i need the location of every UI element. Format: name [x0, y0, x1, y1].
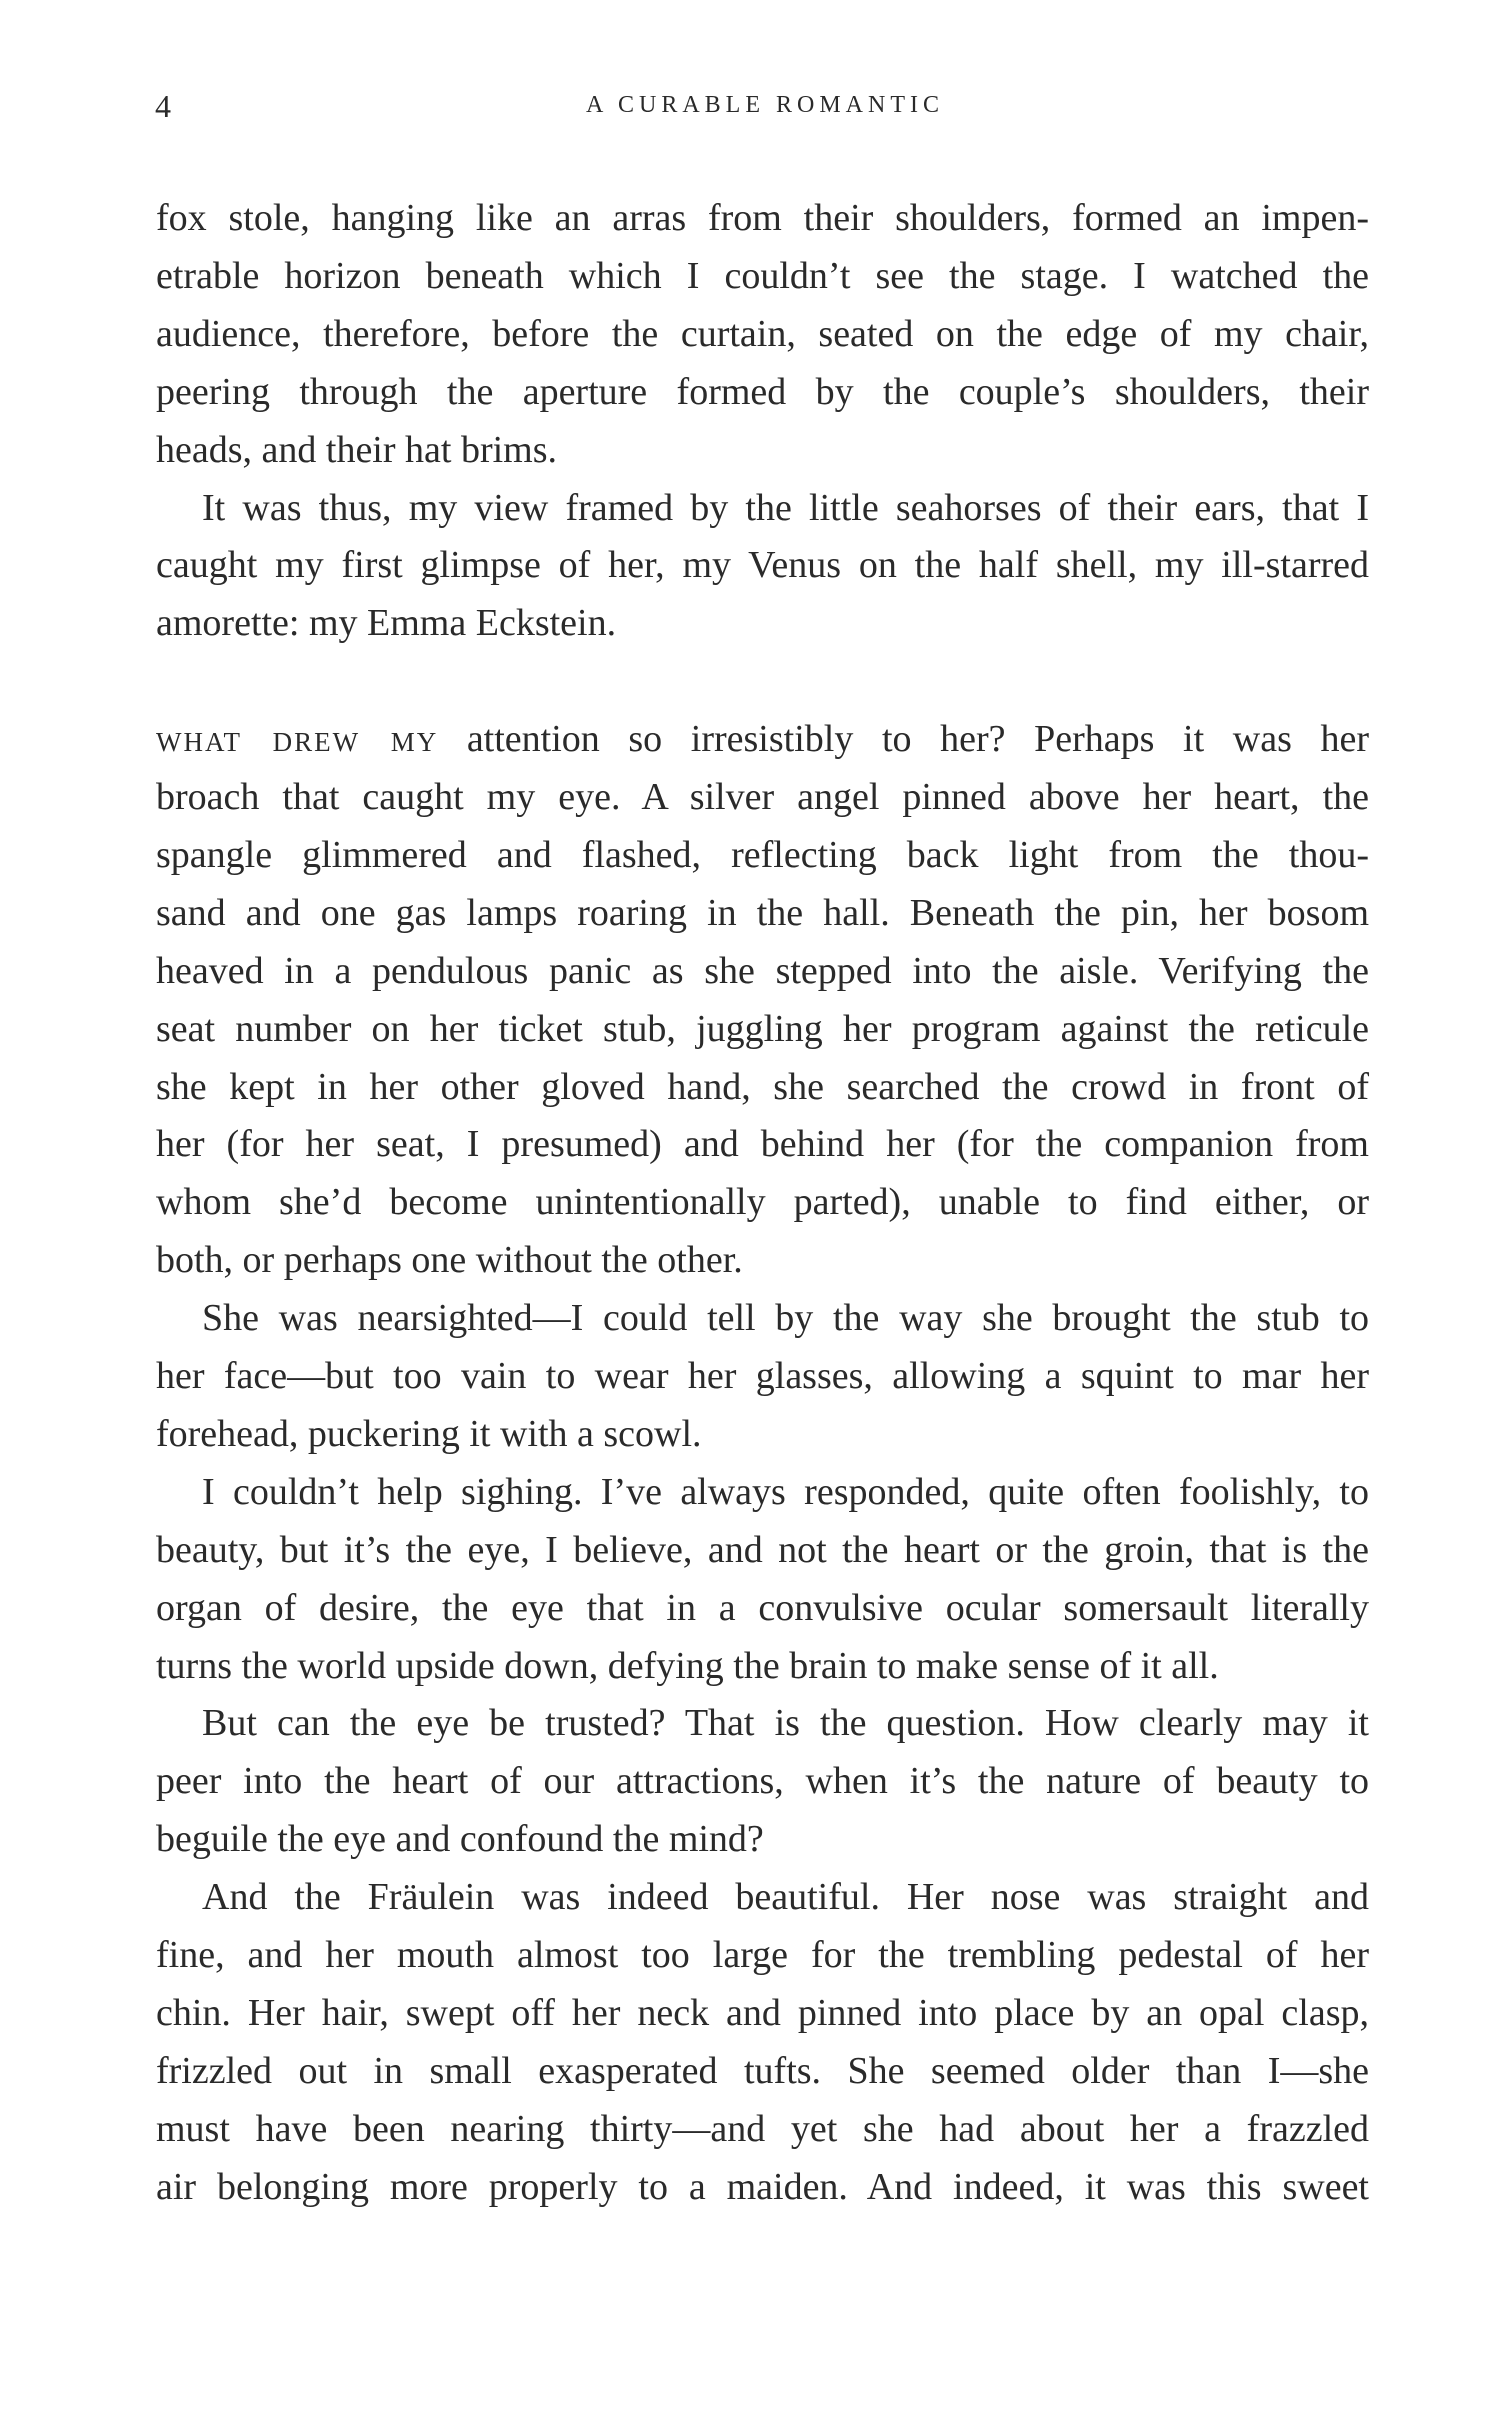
text-line: [156, 1926, 1369, 1984]
running-title: A CURABLE ROMANTIC: [585, 92, 945, 118]
text-line: [202, 479, 1369, 537]
text-line: [202, 1694, 1369, 1752]
line-text: frizzled out in small exasperated tufts. She seemed older than I—she: [156, 2049, 1369, 2092]
line-text: audience, therefore, before the curtain, seated on the edge of my chair,: [156, 312, 1369, 355]
line-text: fine, and her mouth almost too large for the trembling pedestal of her: [156, 1934, 1369, 1976]
text-line: [156, 305, 1369, 363]
text-line: [156, 884, 1369, 942]
line-text: sand and one gas lamps roaring in the hall. Beneath the pin, her bosom: [156, 891, 1369, 934]
line-text: But can the eye be trusted? That is the question. How clearly may it: [202, 1702, 1369, 1745]
text-line: [202, 1289, 1369, 1347]
line-text: She was nearsighted—I could tell by the way she brought the stub to: [202, 1297, 1369, 1340]
line-text: turns the world upside down, defying the brain to make sense of it all.: [156, 1644, 1219, 1687]
line-text: both, or perhaps one without the other.: [156, 1239, 743, 1282]
line-text: seat number on her ticket stub, juggling her program against the reticule: [156, 1007, 1369, 1050]
small-caps-lead: what drew my: [156, 718, 439, 761]
line-text: I couldn’t help sighing. I’ve always responded, quite often foolishly, to: [202, 1470, 1369, 1513]
line-text: heads, and their hat brims.: [156, 428, 558, 471]
line-text: fox stole, hanging like an arras from their shoulders, formed an impen-: [156, 197, 1369, 239]
text-line: [156, 1637, 1369, 1695]
line-text: heaved in a pendulous panic as she stepped into the aisle. Verifying the: [156, 949, 1369, 992]
line-text: beauty, but it’s the eye, I believe, and not the heart or the groin, that is the: [156, 1528, 1369, 1571]
line-text: It was thus, my view framed by the little seahorses of their ears, that I: [202, 486, 1369, 529]
text-line: [156, 1058, 1369, 1116]
line-text: peering through the aperture formed by the couple’s shoulders, their: [156, 370, 1369, 413]
line-text: chin. Her hair, swept off her neck and pinned into place by an opal clasp,: [156, 1991, 1369, 2034]
text-line: [156, 1579, 1369, 1637]
text-line: [156, 363, 1369, 421]
line-text: air belonging more properly to a maiden. And indeed, it was this sweet: [156, 2165, 1369, 2208]
line-text: her (for her seat, I presumed) and behind her (for the companion from: [156, 1123, 1369, 1166]
line-text: she kept in her other gloved hand, she searched the crowd in front of: [156, 1065, 1369, 1108]
text-line: [156, 1405, 1369, 1463]
text-line: [156, 1752, 1369, 1810]
line-text: And the Fräulein was indeed beautiful. Her nose was straight and: [202, 1876, 1369, 1919]
line-text: etrable horizon beneath which I couldn’t see the stage. I watched the: [156, 254, 1369, 297]
page-number: 4: [155, 88, 171, 124]
line-text: her face—but too vain to wear her glasses, allowing a squint to mar her: [156, 1355, 1369, 1397]
text-line: [156, 942, 1369, 1000]
text-line: [156, 421, 1369, 479]
text-line: [156, 826, 1369, 884]
text-line: [156, 1000, 1369, 1058]
line-text: amorette: my Emma Eckstein.: [156, 602, 617, 645]
text-line: [156, 1347, 1369, 1405]
text-line: [156, 2100, 1369, 2158]
text-line: [156, 536, 1369, 594]
line-text: spangle glimmered and flashed, reflecting back light from the thou-: [156, 833, 1369, 876]
line-text: caught my first glimpse of her, my Venus on the half shell, my ill-starred: [156, 544, 1369, 587]
text-line: [156, 247, 1369, 305]
line-text: forehead, puckering it with a scowl.: [156, 1412, 702, 1455]
line-text: attention so irresistibly to her? Perhaps it was her: [438, 718, 1369, 761]
line-text: must have been nearing thirty—and yet she had about her a frazzled: [156, 2107, 1369, 2150]
text-line: [156, 1231, 1369, 1289]
text-line: [156, 1115, 1369, 1173]
text-line: [156, 768, 1369, 826]
text-line: [156, 710, 1369, 768]
line-text: beguile the eye and confound the mind?: [156, 1818, 764, 1861]
text-line: [156, 1984, 1369, 2042]
text-line: [156, 2158, 1369, 2216]
line-text: peer into the heart of our attractions, when it’s the nature of beauty to: [156, 1760, 1369, 1803]
text-line: [156, 2042, 1369, 2100]
text-line: [156, 1173, 1369, 1231]
text-line: [156, 1810, 1369, 1868]
line-text: organ of desire, the eye that in a convulsive ocular somersault literally: [156, 1586, 1369, 1629]
text-line: [202, 1868, 1369, 1926]
text-line: [202, 1463, 1369, 1521]
line-text: whom she’d become unintentionally parted), unable to find either, or: [156, 1181, 1369, 1224]
text-line: [156, 189, 1369, 247]
line-text: broach that caught my eye. A silver angel pinned above her heart, the: [156, 776, 1369, 818]
text-line: [156, 1521, 1369, 1579]
text-line: [156, 594, 1369, 652]
